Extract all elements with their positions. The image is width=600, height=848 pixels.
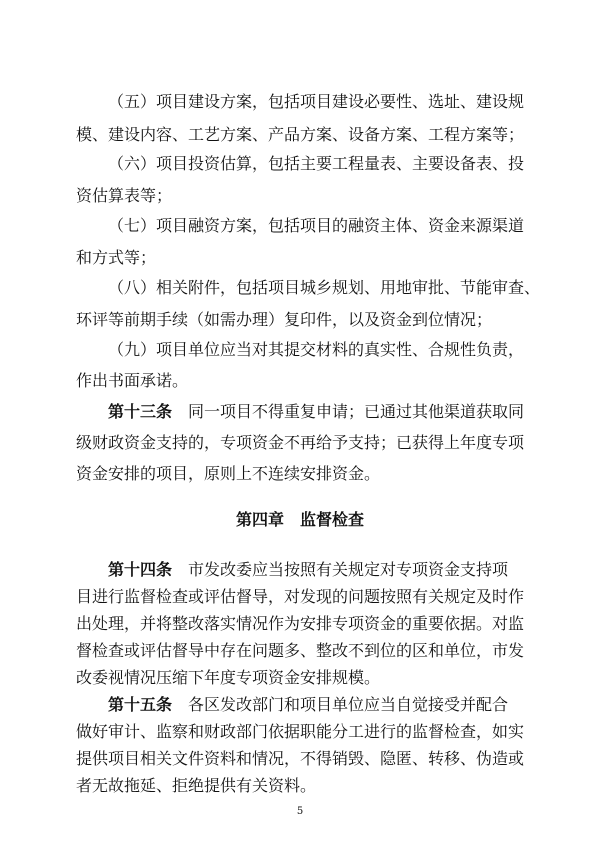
article-14-line-1: [0, 560, 600, 580]
article-14-line-4: 督检查或评估督导中存在问题多、整改不到位的区和单位，市发: [76, 641, 525, 660]
item-8-line-2: 环评等前期手续（如需办理）复印件，以及资金到位情况；: [76, 310, 493, 329]
article-14-line-5: 改委视情况压缩下年度专项资金安排规模。: [76, 668, 381, 687]
item-5-line-2: 模、建设内容、工艺方案、产品方案、设备方案、工程方案等；: [76, 125, 525, 144]
article-15-text: 各区发改部门和项目单位应当自觉接受并配合: [188, 695, 509, 714]
article-14-line-3: 出处理，并将整改落实情况作为安排专项资金的重要依据。对监: [76, 614, 525, 633]
article-14-label: 第十四条: [108, 560, 173, 579]
item-7-line-1: （七）项目融资方案，包括项目的融资主体、资金来源渠道: [108, 216, 525, 235]
article-15-label: 第十五条: [108, 695, 173, 714]
article-13-label: 第十三条: [108, 402, 173, 421]
article-15-line-1: [0, 695, 600, 715]
article-14-line-2: 目进行监督检查或评估督导，对发现的问题按照有关规定及时作: [76, 587, 525, 606]
article-15-line-3: 提供项目相关文件资料和情况，不得销毁、隐匿、转移、伪造或: [76, 749, 525, 768]
page-number: 5: [296, 806, 304, 817]
item-9-line-1: （九）项目单位应当对其提交材料的真实性、合规性负责，: [108, 340, 525, 359]
item-5-line-1: （五）项目建设方案，包括项目建设必要性、选址、建设规: [108, 92, 525, 111]
article-15-line-2: 做好审计、监察和财政部门依据职能分工进行的监督检查，如实: [76, 722, 525, 741]
item-7-line-2: 和方式等；: [76, 248, 157, 267]
article-14-text: 市发改委应当按照有关规定对专项资金支持项: [188, 560, 509, 579]
article-13-text: 同一项目不得重复申请；已通过其他渠道获取同: [188, 402, 525, 421]
article-15-line-4: 者无故拖延、拒绝提供有关资料。: [76, 776, 317, 795]
item-6-line-1: （六）项目投资估算，包括主要工程量表、主要设备表、投: [108, 154, 525, 173]
article-13-line-3: 资金安排的项目，原则上不连续安排资金。: [76, 464, 381, 483]
item-8-line-1: （八）相关附件，包括项目城乡规划、用地审批、节能审查、: [108, 278, 541, 297]
chapter-title: 第四章 监督检查: [235, 510, 364, 529]
item-9-line-2: 作出书面承诺。: [76, 371, 189, 390]
article-13-line-2: 级财政资金支持的，专项资金不再给予支持；已获得上年度专项: [76, 433, 525, 452]
article-13-line-1: [0, 402, 600, 422]
item-6-line-2: 资估算表等；: [76, 186, 173, 205]
